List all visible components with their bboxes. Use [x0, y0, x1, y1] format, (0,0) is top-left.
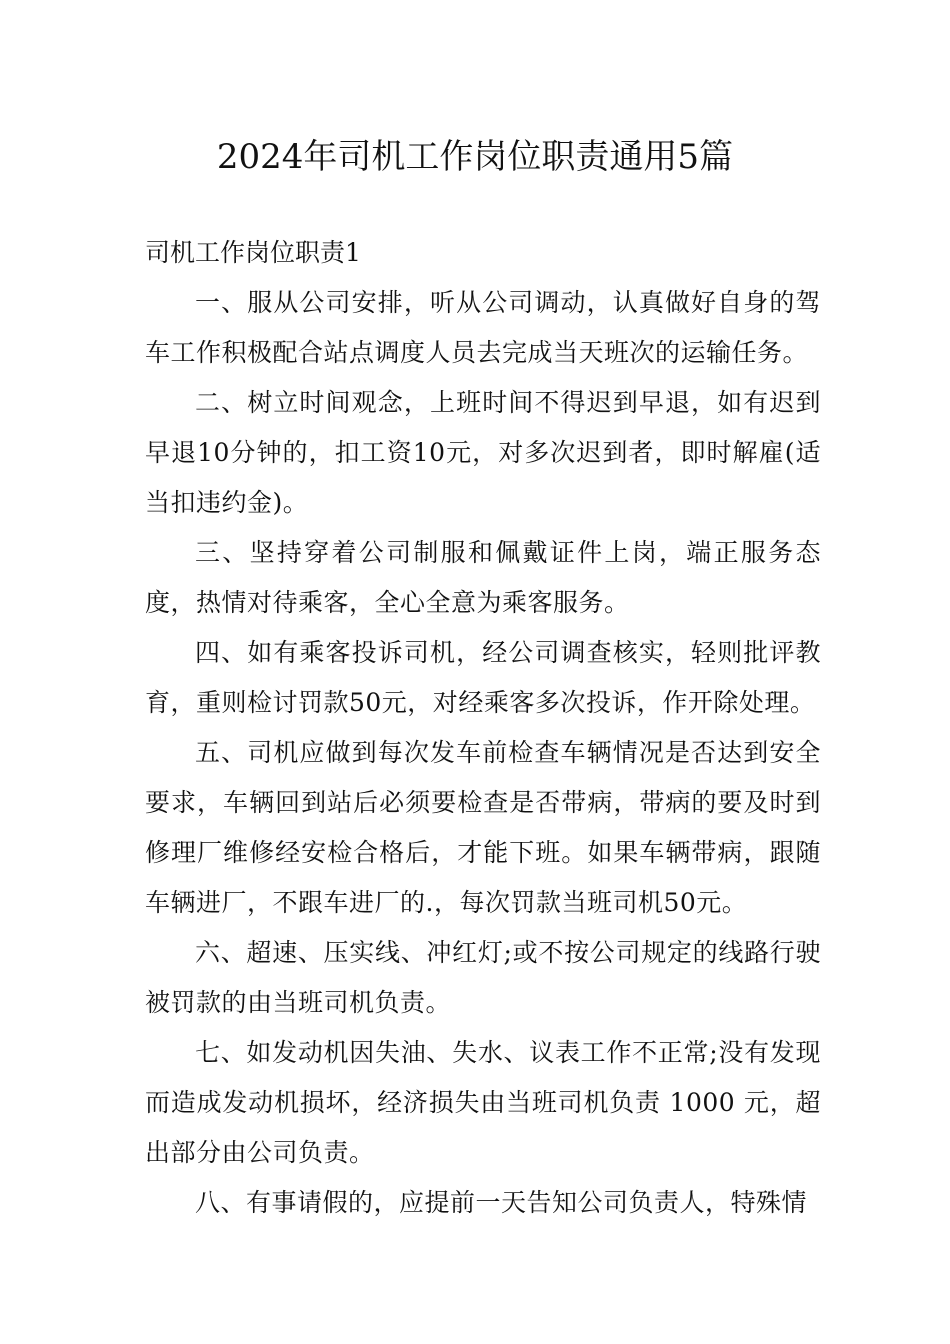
paragraph-7: 七、如发动机因失油、失水、议表工作不正常;没有发现而造成发动机损坏，经济损失由当班司机负责 1000 元，超出部分由公司负责。: [145, 1038, 821, 1167]
paragraph-6: 六、超速、压实线、冲红灯;或不按公司规定的线路行驶被罚款的由当班司机负责。: [145, 938, 821, 1017]
document-body: [145, 228, 821, 1228]
document-title: 2024年司机工作岗位职责通用5篇: [216, 137, 734, 177]
paragraph-3: 三、坚持穿着公司制服和佩戴证件上岗，端正服务态度，热情对待乘客，全心全意为乘客服务。: [145, 538, 821, 617]
paragraph-5: 五、司机应做到每次发车前检查车辆情况是否达到安全要求，车辆回到站后必须要检查是否带病，带病的要及时到修理厂维修经安检合格后，才能下班。如果车辆带病，跟随车辆进厂，不跟车进厂的.，每次罚款当班司机50元。: [145, 738, 821, 917]
section-heading: 司机工作岗位职责1: [145, 238, 361, 267]
paragraph-4: 四、如有乘客投诉司机，经公司调查核实，轻则批评教育，重则检讨罚款50元，对经乘客多次投诉，作开除处理。: [145, 638, 821, 717]
paragraph-2: 二、树立时间观念，上班时间不得迟到早退，如有迟到早退10分钟的，扣工资10元，对多次迟到者，即时解雇(适当扣违约金)。: [145, 388, 821, 517]
paragraph-1: 一、服从公司安排，听从公司调动，认真做好自身的驾车工作积极配合站点调度人员去完成当天班次的运输任务。: [145, 288, 821, 367]
paragraph-8: 八、有事请假的，应提前一天告知公司负责人，特殊情: [195, 1188, 808, 1217]
